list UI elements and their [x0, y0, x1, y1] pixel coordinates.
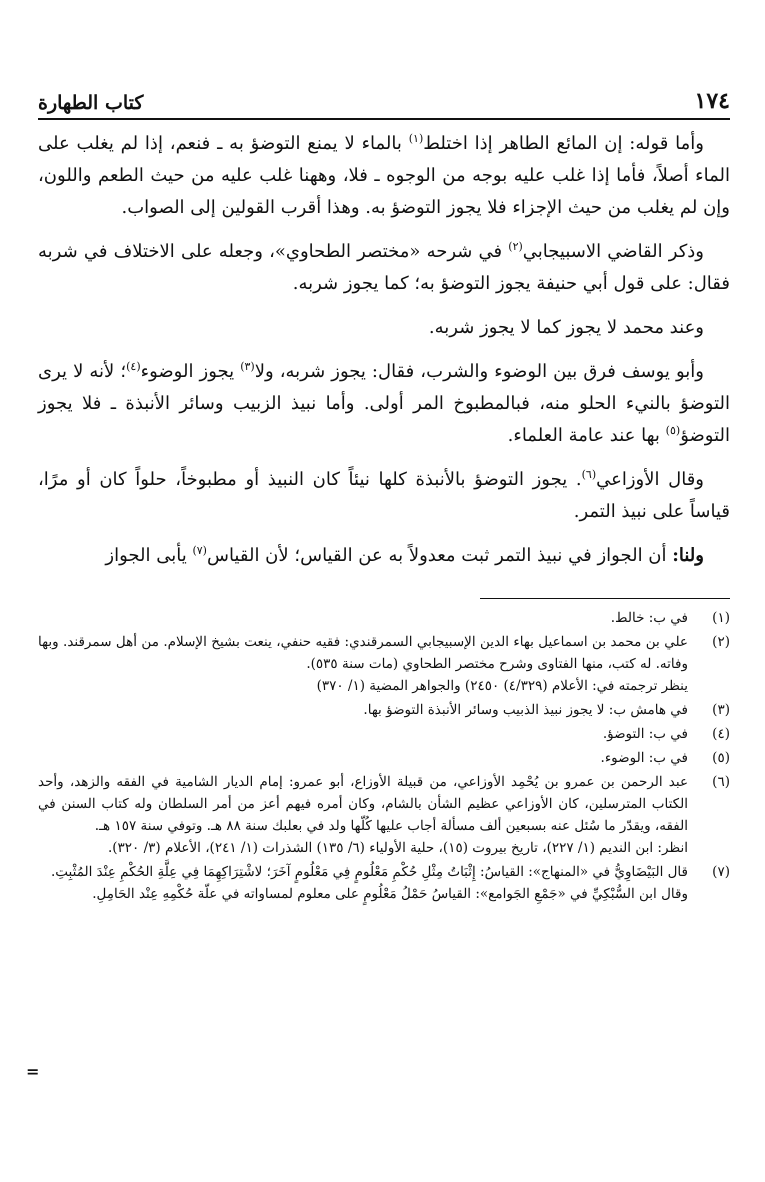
footnote [38, 771, 730, 859]
continuation-mark: = [26, 1062, 40, 1081]
footnote-text: في هامش ب: لا يجوز نبيذ الذبيب وسائر الأنبذة التوضؤ بها. [363, 702, 688, 718]
footnote [38, 861, 730, 905]
footnote-text: في ب: خالط. [610, 610, 688, 626]
footnote-text: علي بن محمد بن اسماعيل بهاء الدين الإسبيجابي السمرقندي: فقيه حنفي، ينعت بشيخ الإسلام. من أهل سمرقند. وبها وفاته. له كتب، منها الفتاوى وشرح مختصر الطحاوي (مات سنة ٥٣٥). [38, 634, 688, 672]
footnote [38, 699, 730, 721]
paragraph-lead: ولنا: [672, 545, 704, 566]
footnote-number: (٧) [712, 864, 730, 880]
footnote [38, 723, 730, 745]
footnote-number: (٥) [712, 750, 730, 766]
footnote-ref: (٦) [581, 468, 597, 481]
footnote-ref: (٣) [240, 360, 255, 373]
footnote-text: في ب: التوضؤ. [602, 726, 688, 742]
footnote [38, 747, 730, 769]
footnote-ref: (٢) [508, 240, 523, 253]
main-text [38, 128, 730, 572]
footnote-ref: (٥) [665, 424, 681, 437]
footnote [38, 631, 730, 697]
footnote-text: قال البَيْضَاوِيُّ في «المنهاج»: القياسُ: إِثْبَاتُ مِثْلِ حُكْمِ مَعْلُومٍ فِي مَعْلُومٍ آخَرَ؛ لاشْتِرَاكِهِمَا فِي عِلَّةِ الحُكْمِ عِنْدَ المُثْبِتِ. [51, 864, 688, 880]
book-page [38, 80, 730, 907]
page-header [38, 80, 730, 120]
footnote-text: وقال ابن السُّبْكِيِّ في «جَمْعِ الجَوامع»: القياسُ حَمْلُ مَعْلُومٍ على معلوم لمساواته في علّة حُكْمِهِ عِنْد الحَامِلِ. [92, 886, 688, 902]
footnote-text: انظر: ابن النديم (١/ ٢٢٧)، تاريخ بيروت (١٥)، حلية الأولياء (٦/ ١٣٥) الشذرات (١/ ٢٤١)، الأعلام (٣/ ٣٢٠). [107, 840, 688, 856]
footnote-ref: (٧) [192, 544, 207, 557]
footnote-divider [480, 598, 730, 599]
footnote [38, 607, 730, 629]
paragraph: وعند محمد لا يجوز كما لا يجوز شربه. [428, 317, 704, 338]
footnote-ref: (١) [408, 132, 424, 145]
footnote-number: (٤) [712, 726, 730, 742]
footnote-number: (٣) [712, 702, 730, 718]
running-title: كتاب الطهارة [38, 92, 144, 114]
paragraph: وأبو يوسف فرق بين الوضوء والشرب، فقال: يجوز شربه، ولا$^{(٣)}$ يجوز الوضوء$^{(٤)}$؛ لأنه لا يرى التوضؤ بالنيء الحلو منه، فبالمطبوخ المر أولى. وأما نبيذ الزبيب وسائر الأنبذة ـ فلا يجوز التوضؤ$^{(٥)}$ بها عند عامة العلماء. [38, 360, 730, 446]
paragraph: وقال الأوزاعي$^{(٦)}$. يجوز التوضؤ بالأنبذة كلها نيئاً كان النبيذ أو مطبوخاً، حلواً كان أو مرًا، قياساً على نبيذ التمر. [38, 468, 730, 522]
footnote-text: ينظر ترجمته في: الأعلام (٤/٣٢٩) ٢٤٥٠) والجواهر المضية (١/ ٣٧٠) [316, 678, 688, 694]
paragraph: وذكر القاضي الاسبيجابي$^{(٢)}$ في شرحه «مختصر الطحاوي»، وجعله على الاختلاف في شربه فقال: على قول أبي حنيفة يجوز التوضؤ به؛ كما يجوز شربه. [38, 240, 730, 294]
page-number: ١٧٤ [694, 88, 730, 114]
footnote-number: (١) [712, 610, 730, 626]
footnote-text: في ب: الوضوء. [600, 750, 688, 766]
footnotes [38, 607, 730, 905]
footnote-number: (٢) [712, 634, 730, 650]
footnote-text: عبد الرحمن بن عمرو بن يُحْمِد الأوزاعي، من قبيلة الأوزاع، أبو عمرو: إمام الديار الشامية في الفقه والزهد، وأحد الكتاب المترسلين، كان الأوزاعي عظيم الشأن بالشام، وكان أمره فيهم أعز من أمر السلطان وله كتاب السنن في الفقه، ويقدّر ما سُئل عنه بسبعين ألف مسألة أجاب عليها كُلّها ولد في بعلبك سنة ٨٨ هـ. وتوفي سنة ١٥٧ هـ. [38, 774, 688, 834]
footnote-number: (٦) [712, 774, 730, 790]
paragraph: وأما قوله: إن المائع الطاهر إذا اختلط$^{(١)}$ بالماء لا يمنع التوضؤ به ـ فنعم، إذا لم يغلب على الماء أصلاً، فأما إذا غلب عليه بوجه من الوجوه ـ فلا، وههنا غلب عليه من حيث الطعم واللون، وإن لم يغلب من حيث الإجزاء فلا يجوز التوضؤ به. وهذا أقرب القولين إلى الصواب. [38, 132, 730, 218]
paragraph: ولنا: أن الجواز في نبيذ التمر ثبت معدولاً به عن القياس؛ لأن القياس$^{(٧)}$ يأبى الجواز [105, 544, 704, 566]
footnote-ref: (٤) [126, 360, 141, 373]
